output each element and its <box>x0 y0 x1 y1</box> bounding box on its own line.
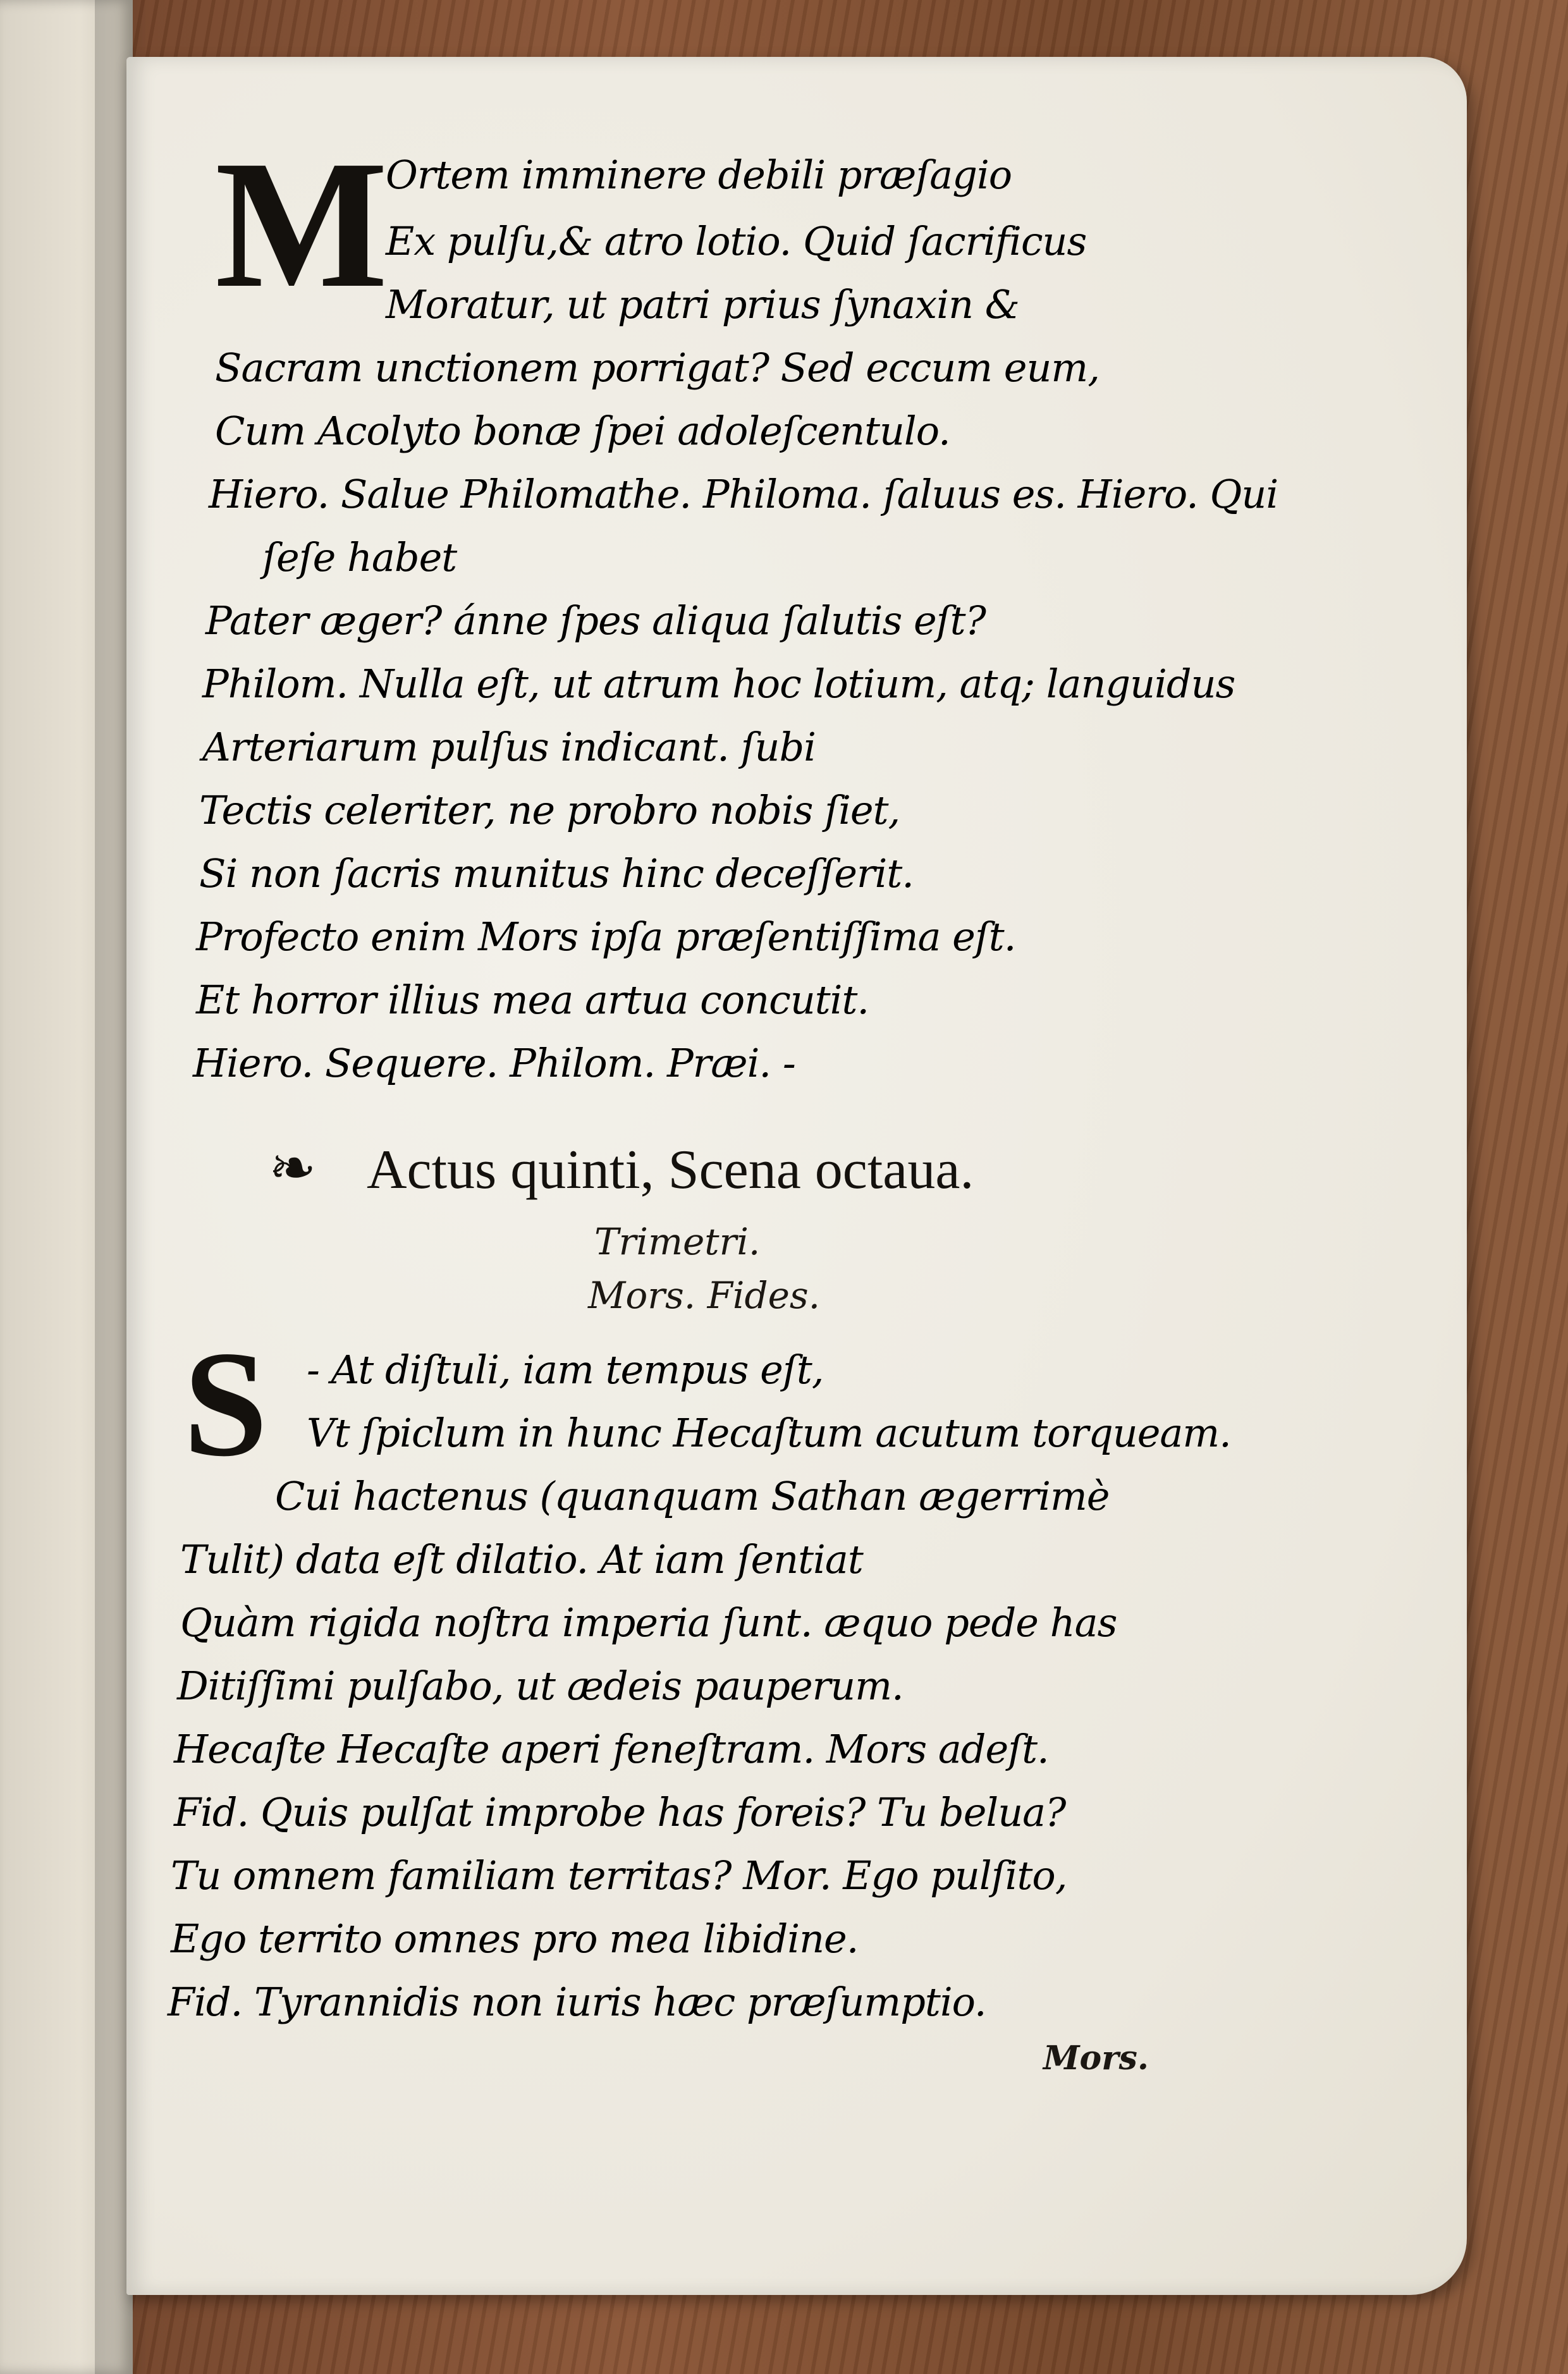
text-line: Si non ſacris munitus hinc deceſſerit. <box>199 850 914 896</box>
text-line: - At diſtuli, iam tempus eſt, <box>307 1347 824 1393</box>
text-line: Ex pulſu,& atro lotio. Quid ſacrificus <box>386 218 1087 264</box>
text-line: Philom. Nulla eſt, ut atrum hoc lotium, atq; languidus <box>202 661 1235 707</box>
text-line: Fid. Quis pulſat improbe has foreis? Tu belua? <box>174 1789 1066 1835</box>
text-line: Et horror illius mea artua concutit. <box>196 977 869 1023</box>
text-line: Hiero. Sequere. Philom. Præi. - <box>193 1040 795 1086</box>
text-line: Cum Acolyto bonæ ſpei adoleſcentulo. <box>215 408 950 454</box>
fleuron-ornament: ❧ <box>269 1135 317 1201</box>
text-line: Hiero. Salue Philomathe. Philoma. ſaluus es. Hiero. Qui <box>209 471 1278 517</box>
catchword: Mors. <box>1043 2039 1149 2077</box>
text-line: Tulit) data eſt dilatio. At iam ſentiat <box>180 1536 863 1582</box>
text-line: Tu omnem familiam territas? Mor. Ego pulſito, <box>171 1852 1067 1899</box>
text-line: Quàm rigida noſtra imperia ſunt. æquo pede has <box>180 1600 1117 1646</box>
text-line: Vt ſpiclum in hunc Hecaſtum acutum torqueam. <box>307 1410 1231 1456</box>
scene-heading: Actus quinti, Scena octaua. <box>367 1139 974 1201</box>
text-line: Ditiſſimi pulſabo, ut ædeis pauperum. <box>177 1663 903 1709</box>
text-line: ſeſe habet <box>262 534 457 580</box>
text-line: Hecaſte Hecaſte aperi feneſtram. Mors adeſt. <box>174 1726 1049 1772</box>
text-line: Cui hactenus (quanquam Sathan ægerrimè <box>275 1473 1110 1519</box>
text-line: Arteriarum pulſus indicant. ſubi <box>202 724 816 770</box>
text-line: Profecto enim Mors ipſa præſentiſſima eſt. <box>196 914 1016 960</box>
text-line: Pater æger? ánne ſpes aliqua ſalutis eſt? <box>205 597 986 644</box>
character-list: Mors. Fides. <box>588 1274 821 1317</box>
text-line: Fid. Tyrannidis non iuris hæc præſumptio. <box>168 1979 986 2025</box>
text-line: Tectis celeriter, ne probro nobis ſiet, <box>199 787 900 833</box>
meter-label: Trimetri. <box>594 1220 761 1263</box>
text-line: Ortem imminere debili præſagio <box>386 152 1012 198</box>
book-page <box>126 57 1467 2295</box>
text-line: Sacram unctionem porrigat? Sed eccum eum, <box>215 345 1099 391</box>
text-line: Moratur, ut patri prius ſynaxin & <box>386 281 1019 327</box>
bleed-through <box>1353 221 1555 1992</box>
dropcap-s: S <box>183 1319 268 1488</box>
text-line: Ego territo omnes pro mea libidine. <box>171 1916 859 1962</box>
dropcap-m: M <box>215 123 388 326</box>
